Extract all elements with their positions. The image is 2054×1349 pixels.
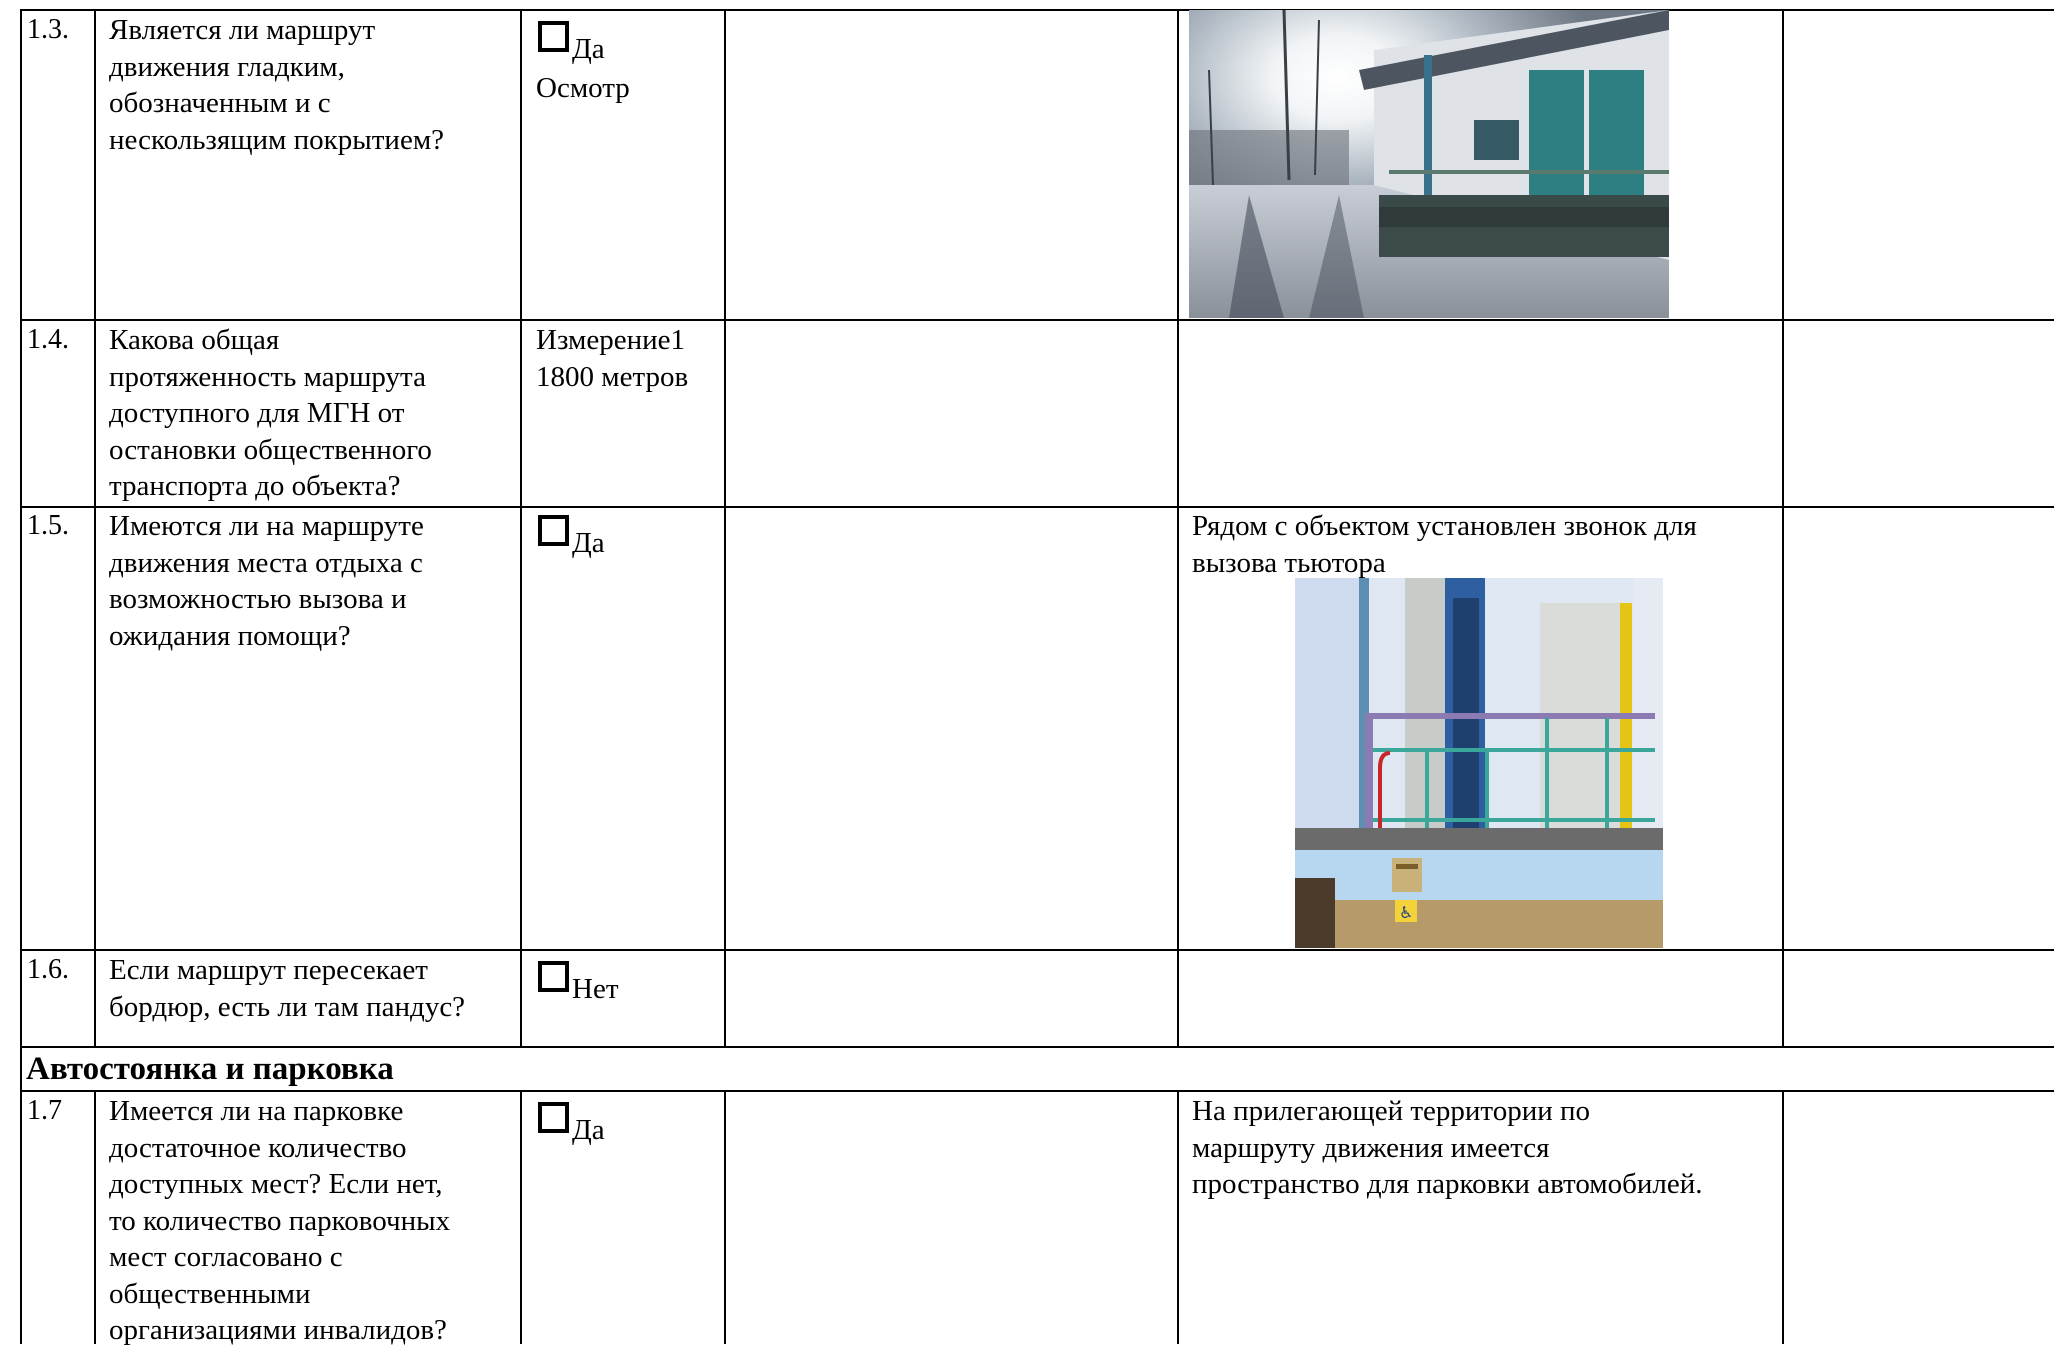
- row-number: 1.3.: [27, 14, 69, 45]
- measure-text: Измерение1 1800 метров: [536, 324, 689, 393]
- checkbox-square-icon[interactable]: [538, 961, 569, 992]
- section-title: Автостоянка и парковка: [26, 1051, 394, 1087]
- column-separator: [724, 9, 726, 1048]
- question-text: Какова общая протяженность маршрута доступного для МГН от остановки общественного транспорта до объекта?: [109, 324, 432, 502]
- checkbox-label: Да: [572, 1114, 605, 1146]
- checkbox-label: Нет: [572, 973, 619, 1005]
- table-border: [20, 9, 22, 1344]
- entrance-call-button-photo: [1295, 578, 1663, 948]
- answer-checkbox[interactable]: [538, 515, 605, 559]
- row-number: 1.7: [27, 1095, 62, 1126]
- row-number: 1.5.: [27, 510, 69, 541]
- column-separator: [724, 1090, 726, 1344]
- answer-checkbox[interactable]: [538, 961, 619, 1005]
- column-separator: [94, 1090, 96, 1344]
- row-number: 1.4.: [27, 324, 69, 355]
- note-text: Рядом с объектом установлен звонок для вызова тьютора: [1192, 510, 1697, 579]
- checkbox-square-icon[interactable]: [538, 1102, 569, 1133]
- column-separator: [1782, 1090, 1784, 1344]
- note-text: На прилегающей территории по маршруту движения имеется пространство для парковки автомобилей.: [1192, 1095, 1703, 1200]
- question-text: Является ли маршрут движения гладким, обозначенным и с нескользящим покрытием?: [109, 14, 445, 156]
- entrance-photo: [1295, 578, 1663, 948]
- method-text: Осмотр: [536, 72, 630, 104]
- question-text: Имеется ли на парковке достаточное количество доступных мест? Если нет, то количество парковочных мест согласовано с общественными организациями инвалидов?: [109, 1095, 451, 1346]
- question-text: Если маршрут пересекает бордюр, есть ли там пандус?: [109, 954, 466, 1023]
- column-separator: [520, 9, 522, 1048]
- checkbox-label: Да: [572, 33, 605, 65]
- checkbox-square-icon[interactable]: [538, 21, 569, 52]
- checkbox-square-icon[interactable]: [538, 515, 569, 546]
- table-rule: [20, 1090, 2054, 1092]
- svg-text:♿: ♿: [1399, 903, 1414, 922]
- checkbox-label: Да: [572, 527, 605, 559]
- winter-building-photo: [1189, 10, 1669, 318]
- question-text: Имеются ли на маршруте движения места отдыха с возможностью вызова и ожидания помощи?: [109, 510, 424, 652]
- table-rule: [20, 949, 2054, 951]
- row-number: 1.6.: [27, 954, 69, 985]
- column-separator: [1177, 1090, 1179, 1344]
- table-rule: [20, 9, 2054, 11]
- table-rule: [20, 1046, 2054, 1048]
- column-separator: [1782, 9, 1784, 1048]
- answer-checkbox[interactable]: [538, 1102, 605, 1146]
- answer-checkbox[interactable]: [538, 21, 605, 65]
- column-separator: [520, 1090, 522, 1344]
- route-photo: [1189, 10, 1669, 318]
- column-separator: [94, 9, 96, 1048]
- column-separator: [1177, 9, 1179, 1048]
- table-rule: [20, 319, 2054, 321]
